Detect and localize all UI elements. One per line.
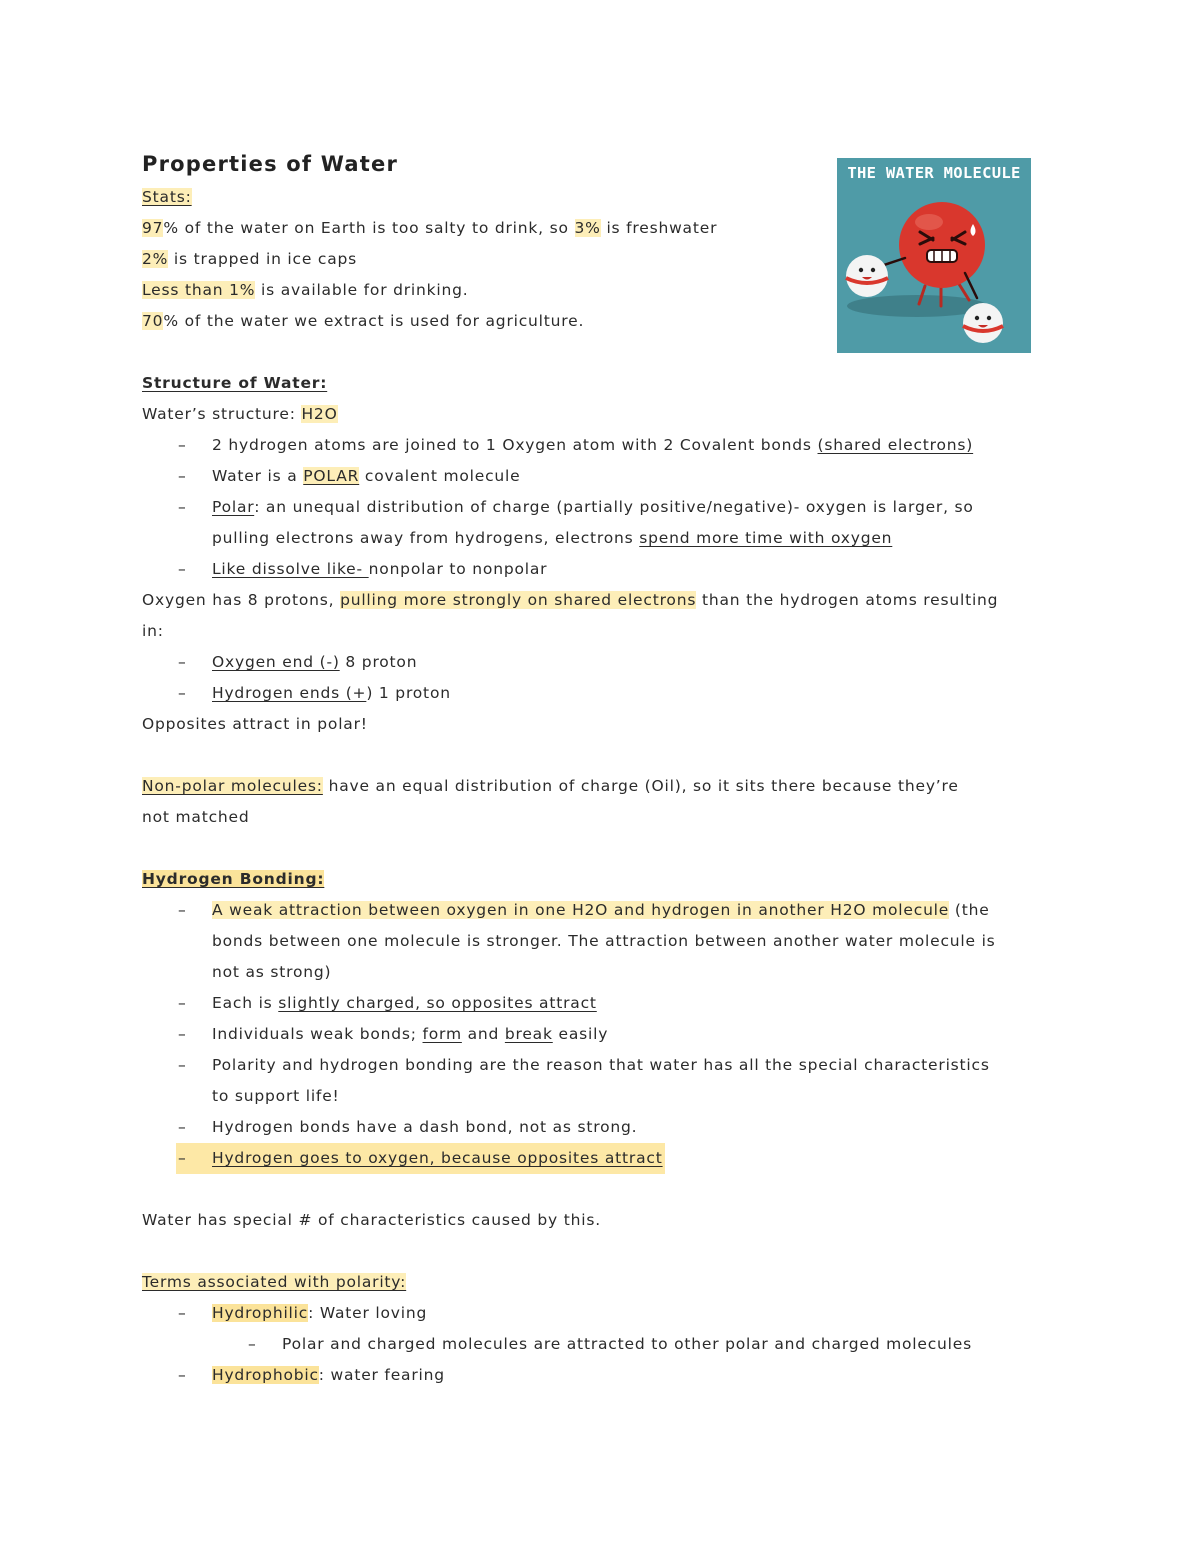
stats-heading: Stats: <box>142 188 192 206</box>
list-item-continued: not as strong) <box>212 963 332 981</box>
illustration-title: THE WATER MOLECULE <box>847 164 1021 182</box>
special-line: Water has special # of characteristics caused by this. <box>142 1211 601 1229</box>
structure-intro: Water’s structure: H2O <box>142 405 338 423</box>
list-item: – Each is slightly charged, so opposites attract <box>178 994 597 1012</box>
list-item: – Oxygen end (-) 8 proton <box>178 653 418 671</box>
hbond-heading: Hydrogen Bonding: <box>142 870 325 888</box>
list-item-continued: to support life! <box>212 1087 340 1105</box>
list-item-continued: bonds between one molecule is stronger. The attraction between another water molecule is <box>212 932 996 950</box>
oxygen-line-continued: in: <box>142 622 164 640</box>
list-item: – Water is a POLAR covalent molecule <box>178 467 521 485</box>
terms-heading: Terms associated with polarity: <box>142 1273 407 1291</box>
sub-list-item: – Polar and charged molecules are attracted to other polar and charged molecules <box>248 1335 972 1353</box>
page-title: Properties of Water <box>142 152 398 176</box>
list-item: – Individuals weak bonds; form and break easily <box>178 1025 609 1043</box>
list-item: – Like dissolve like- nonpolar to nonpolar <box>178 560 548 578</box>
nonpolar-line-continued: not matched <box>142 808 250 826</box>
list-item: – Hydrogen ends (+) 1 proton <box>178 684 451 702</box>
list-item: – Hydrophilic: Water loving <box>178 1304 428 1322</box>
oxygen-line: Oxygen has 8 protons, pulling more strongly on shared electrons than the hydrogen atoms resulting <box>142 591 999 609</box>
list-item: – A weak attraction between oxygen in one H2O and hydrogen in another H2O molecule (the <box>178 901 990 919</box>
list-item: – 2 hydrogen atoms are joined to 1 Oxygen atom with 2 Covalent bonds (shared electrons) <box>178 436 974 454</box>
structure-heading: Structure of Water: <box>142 374 328 392</box>
stats-line-1: 97% of the water on Earth is too salty to drink, so 3% is freshwater <box>142 219 718 237</box>
opposites-line: Opposites attract in polar! <box>142 715 368 733</box>
notes-body <box>142 146 1052 1391</box>
list-item: – Hydrophobic: water fearing <box>178 1366 445 1384</box>
list-item-highlighted: – Hydrogen goes to oxygen, because opposites attract <box>142 1143 1052 1174</box>
stats-line-4: 70% of the water we extract is used for agriculture. <box>142 312 585 330</box>
nonpolar-line: Non-polar molecules: have an equal distribution of charge (Oil), so it sits there because they’re <box>142 777 959 795</box>
list-item: – Hydrogen bonds have a dash bond, not as strong. <box>178 1118 638 1136</box>
list-item: – Polarity and hydrogen bonding are the reason that water has all the special characteristics <box>178 1056 990 1074</box>
list-item: – Polar: an unequal distribution of charge (partially positive/negative)- oxygen is larger, so <box>178 498 974 516</box>
list-item-continued: pulling electrons away from hydrogens, electrons spend more time with oxygen <box>212 529 893 547</box>
stats-line-3: Less than 1% is available for drinking. <box>142 281 469 299</box>
stats-line-2: 2% is trapped in ice caps <box>142 250 358 268</box>
